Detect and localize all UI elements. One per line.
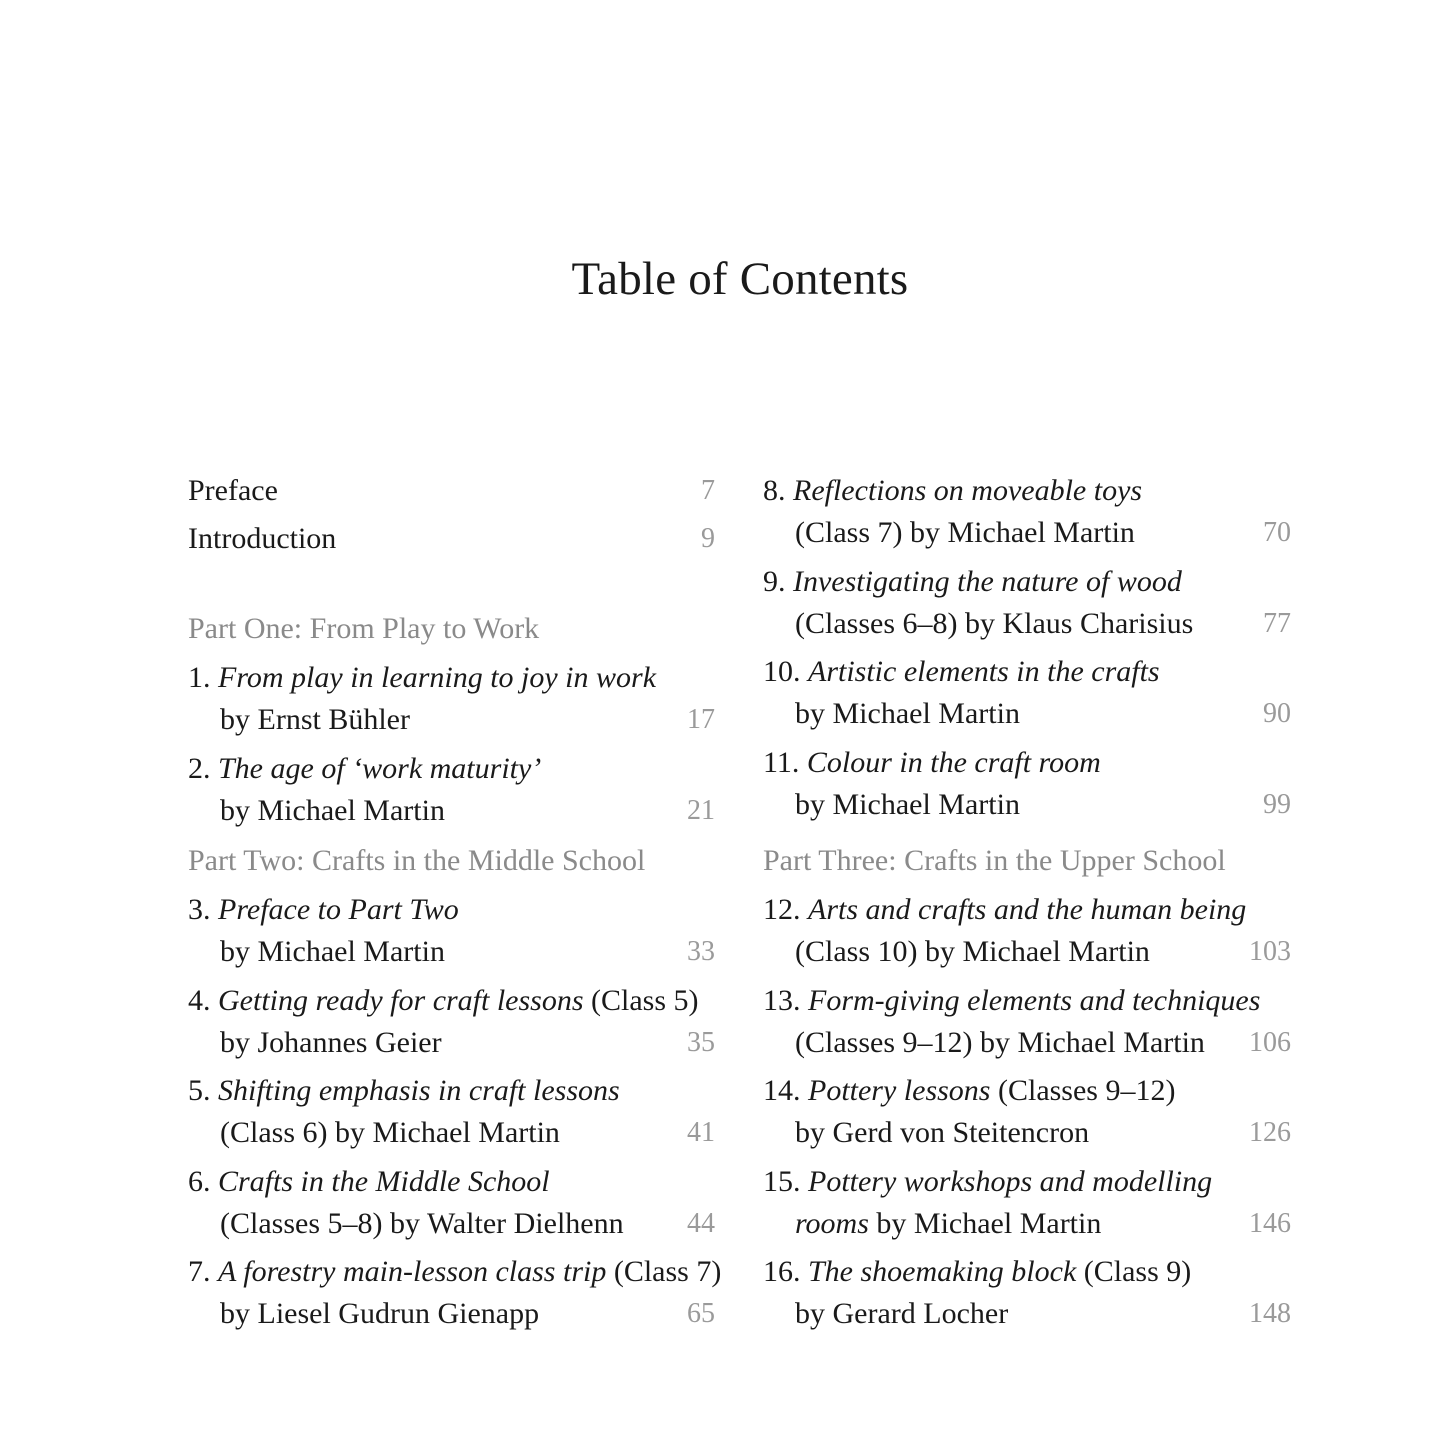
- entry-number: 2.: [188, 752, 211, 785]
- entry-title: The shoemaking block: [808, 1255, 1077, 1288]
- toc-entry-8-byline: [763, 511, 1291, 555]
- entry-number: 4.: [188, 984, 211, 1017]
- entry-title: Preface: [188, 474, 278, 507]
- toc-right-column: [763, 0, 1291, 1445]
- entry-title: Pottery lessons: [808, 1074, 991, 1107]
- page-number: 77: [1263, 608, 1291, 639]
- entry-number: 6.: [188, 1165, 211, 1198]
- toc-entry-6-title[interactable]: [188, 1160, 715, 1204]
- toc-entry-14-byline: [763, 1111, 1291, 1155]
- toc-entry-9-title[interactable]: [763, 560, 1291, 604]
- part-heading-two: Part Two: Crafts in the Middle School: [188, 844, 646, 877]
- entry-byline: (Classes 5–8) by Walter Dielhenn: [220, 1207, 624, 1240]
- entry-byline: by Michael Martin: [220, 794, 445, 827]
- entry-title: Form-giving elements and techniques: [808, 984, 1261, 1017]
- entry-byline: (Classes 6–8) by Klaus Charisius: [795, 607, 1194, 640]
- toc-entry-2-title[interactable]: [188, 747, 715, 791]
- toc-entry-4-byline: [188, 1021, 715, 1065]
- toc-left-column: [188, 0, 722, 1445]
- entry-byline: by Gerd von Steitencron: [795, 1116, 1090, 1149]
- page-number: 7: [701, 475, 715, 506]
- page-number: 106: [1249, 1027, 1291, 1058]
- toc-entry-1-title[interactable]: [188, 656, 715, 700]
- entry-title: Introduction: [188, 522, 337, 555]
- entry-byline: by Johannes Geier: [220, 1026, 442, 1059]
- page-number: 35: [687, 1027, 715, 1058]
- entry-title: Shifting emphasis in craft lessons: [218, 1074, 620, 1107]
- entry-title: Preface to Part Two: [218, 893, 459, 926]
- toc-entry-11-byline: [763, 783, 1291, 827]
- toc-entry-3-byline: [188, 930, 715, 974]
- entry-byline: (Class 7) by Michael Martin: [795, 516, 1135, 549]
- entry-title: Investigating the nature of wood: [793, 565, 1182, 598]
- entry-byline: (Class 10) by Michael Martin: [795, 935, 1150, 968]
- toc-entry-5-title[interactable]: [188, 1069, 715, 1113]
- entry-number: 8.: [763, 474, 786, 507]
- toc-entry-12-title[interactable]: [763, 888, 1291, 932]
- toc-entry-introduction[interactable]: [188, 517, 715, 561]
- entry-title: Getting ready for craft lessons: [218, 984, 584, 1017]
- entry-byline: by Michael Martin: [220, 935, 445, 968]
- toc-entry-11-title[interactable]: [763, 741, 1291, 785]
- entry-title: Arts and crafts and the human being: [808, 893, 1247, 926]
- part-heading-one: Part One: From Play to Work: [188, 612, 540, 645]
- entry-byline: (Classes 9–12) by Michael Martin: [795, 1026, 1205, 1059]
- entry-number: 13.: [763, 984, 801, 1017]
- toc-entry-8-title[interactable]: [763, 469, 1291, 513]
- entry-number: 9.: [763, 565, 786, 598]
- entry-number: 16.: [763, 1255, 801, 1288]
- entry-byline: by Michael Martin: [795, 697, 1020, 730]
- page-number: 65: [687, 1298, 715, 1329]
- toc-entry-13-byline: [763, 1021, 1291, 1065]
- toc-entry-13-title[interactable]: [763, 979, 1291, 1023]
- toc-entry-15-byline: [763, 1202, 1291, 1246]
- toc-entry-7-byline: [188, 1292, 715, 1336]
- toc-entry-15-title[interactable]: [763, 1160, 1291, 1204]
- toc-entry-9-byline: [763, 602, 1291, 646]
- toc-entry-3-title[interactable]: [188, 888, 715, 932]
- entry-title-continued: rooms: [795, 1207, 869, 1240]
- page-number: 41: [687, 1117, 715, 1148]
- entry-title: A forestry main-lesson class trip: [218, 1255, 607, 1288]
- toc-entry-7-title[interactable]: [188, 1250, 722, 1294]
- entry-title: Artistic elements in the crafts: [808, 655, 1160, 688]
- entry-number: 11.: [763, 746, 800, 779]
- entry-number: 5.: [188, 1074, 211, 1107]
- entry-byline: by Liesel Gudrun Gienapp: [220, 1297, 540, 1330]
- entry-title: The age of ‘work maturity’: [218, 752, 542, 785]
- entry-title: Crafts in the Middle School: [218, 1165, 550, 1198]
- page-number: 90: [1263, 698, 1291, 729]
- entry-number: 14.: [763, 1074, 801, 1107]
- entry-number: 1.: [188, 661, 211, 694]
- entry-class-note: (Class 9): [1076, 1255, 1192, 1288]
- entry-byline: by Gerard Locher: [795, 1297, 1009, 1330]
- toc-entry-16-title[interactable]: [763, 1250, 1291, 1294]
- entry-byline: by Ernst Bühler: [220, 703, 410, 736]
- entry-class-note: (Class 5): [583, 984, 699, 1017]
- page-number: 146: [1249, 1208, 1291, 1239]
- page-title: Table of Contents: [571, 253, 909, 305]
- toc-entry-5-byline: [188, 1111, 715, 1155]
- toc-entry-10-title[interactable]: [763, 650, 1291, 694]
- page-number: 33: [687, 936, 715, 967]
- toc-entry-6-byline: [188, 1202, 715, 1246]
- entry-byline: (Class 6) by Michael Martin: [220, 1116, 560, 1149]
- toc-entry-12-byline: [763, 930, 1291, 974]
- toc-entry-16-byline: [763, 1292, 1291, 1336]
- page-number: 44: [687, 1208, 715, 1239]
- page-number: 103: [1249, 936, 1291, 967]
- toc-entry-2-byline: [188, 789, 715, 833]
- entry-title: Colour in the craft room: [806, 746, 1101, 779]
- toc-entry-4-title[interactable]: [188, 979, 715, 1023]
- entry-number: 10.: [763, 655, 801, 688]
- page-number: 148: [1249, 1298, 1291, 1329]
- entry-class-note: (Classes 9–12): [990, 1074, 1176, 1107]
- page-number: 99: [1263, 789, 1291, 820]
- toc-entry-1-byline: [188, 698, 715, 742]
- entry-byline: by Michael Martin: [868, 1207, 1102, 1240]
- entry-number: 12.: [763, 893, 801, 926]
- entry-byline: by Michael Martin: [795, 788, 1020, 821]
- entry-number: 15.: [763, 1165, 801, 1198]
- page-number: 126: [1249, 1117, 1291, 1148]
- page-number: 21: [687, 795, 715, 826]
- entry-number: 3.: [188, 893, 211, 926]
- page-number: 9: [701, 523, 715, 554]
- toc-entry-10-byline: [763, 692, 1291, 736]
- page-number: 70: [1263, 517, 1291, 548]
- toc-entry-14-title[interactable]: [763, 1069, 1291, 1113]
- part-heading-three: Part Three: Crafts in the Upper School: [763, 844, 1226, 877]
- page-number: 17: [687, 704, 715, 735]
- entry-class-note: (Class 7): [606, 1255, 722, 1288]
- entry-number: 7.: [188, 1255, 211, 1288]
- toc-entry-preface[interactable]: [188, 469, 715, 513]
- entry-title: Pottery workshops and modelling: [808, 1165, 1213, 1198]
- entry-title: From play in learning to joy in work: [218, 661, 657, 694]
- entry-title: Reflections on moveable toys: [793, 474, 1143, 507]
